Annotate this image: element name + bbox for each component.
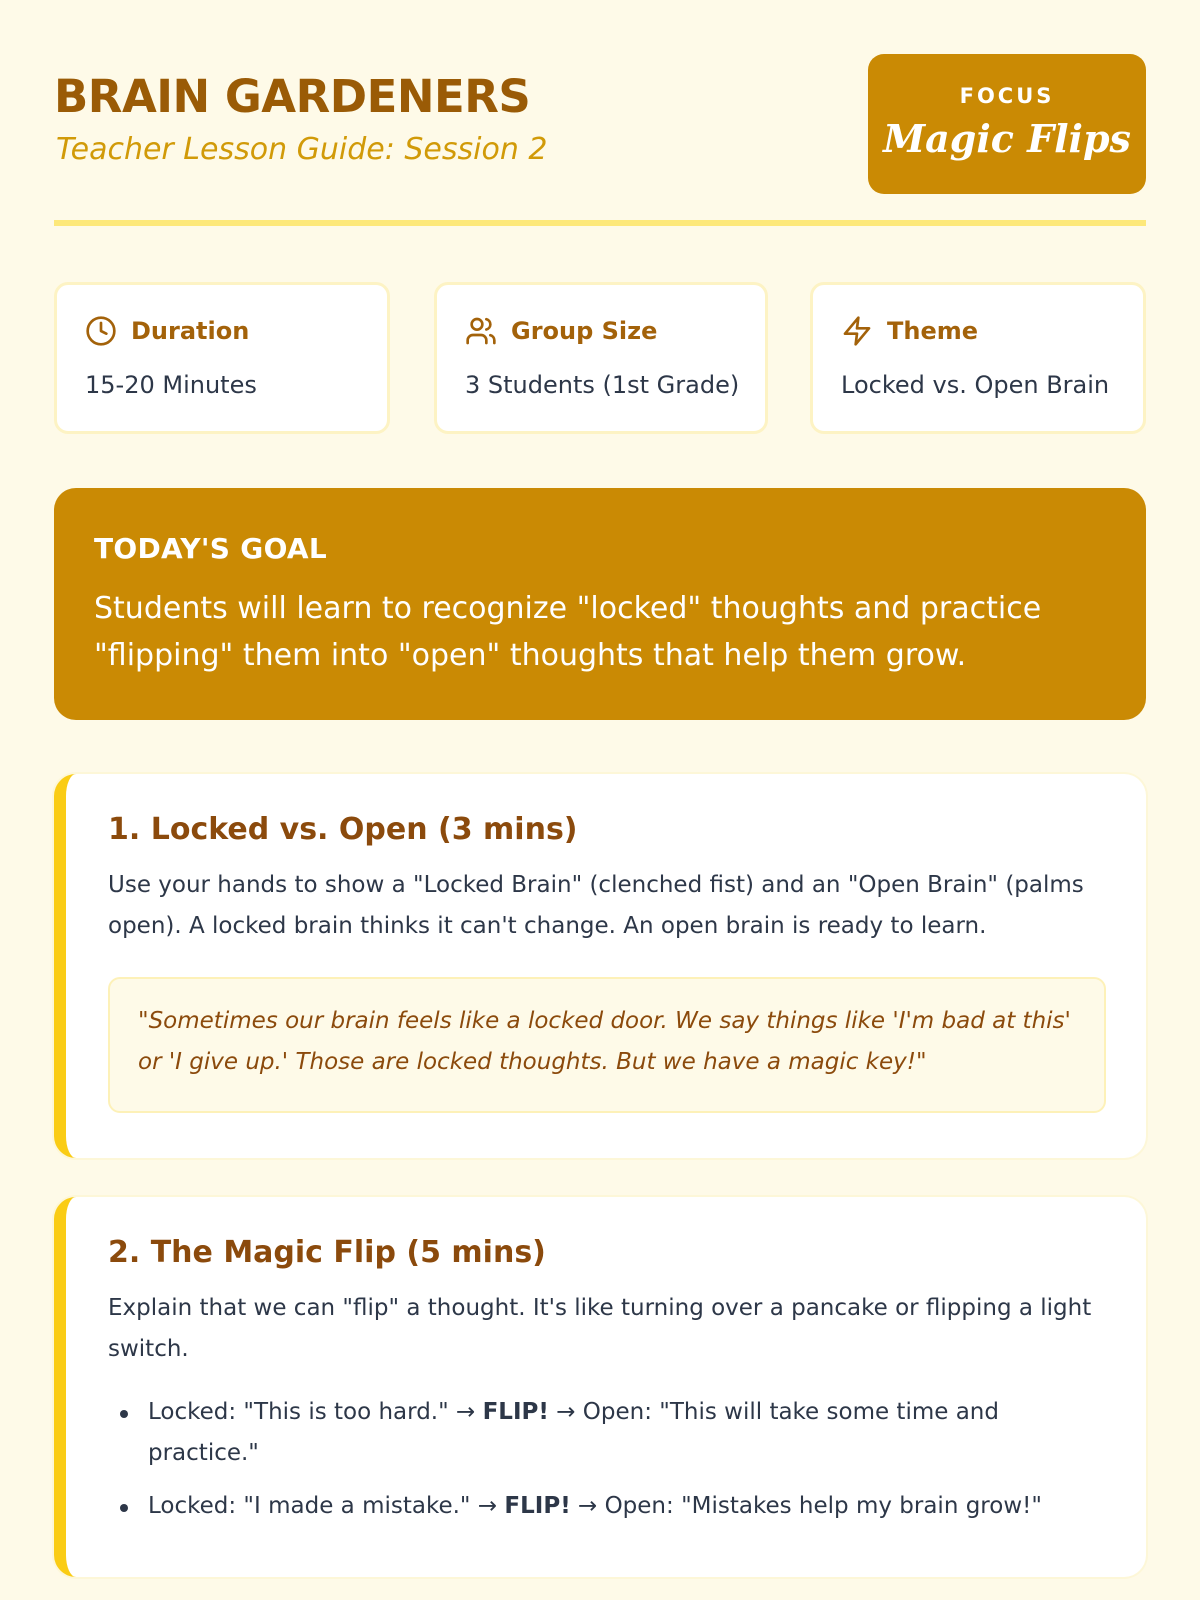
info-value: 15-20 Minutes — [85, 371, 257, 399]
script-quote-box — [108, 977, 1106, 1113]
focus-badge — [868, 54, 1146, 194]
list-item — [108, 1486, 1106, 1527]
step-title: 1. Locked vs. Open (3 mins) — [108, 812, 578, 847]
info-value: 3 Students (1st Grade) — [465, 371, 740, 399]
info-value: Locked vs. Open Brain — [841, 371, 1110, 399]
page-title: BRAIN GARDENERS — [54, 70, 531, 123]
step-card-magic-flip — [54, 1197, 1146, 1577]
step-text: Use your hands to show a "Locked Brain" (clenched fist) and an "Open Brain" (palms open). A locked brain thinks it can't change. An open brain is ready to learn. — [108, 872, 1084, 939]
goal-panel — [54, 488, 1146, 720]
focus-label: FOCUS — [959, 84, 1055, 108]
info-cards — [54, 282, 1146, 434]
info-label: Group Size — [511, 317, 658, 345]
lightning-icon — [841, 315, 873, 347]
page-subtitle: Teacher Lesson Guide: Session 2 — [56, 132, 548, 167]
locked-thought: Locked: "I made a mistake." → — [148, 1493, 498, 1519]
info-label: Duration — [131, 317, 250, 345]
info-card-group-size — [434, 282, 768, 434]
users-icon — [465, 315, 497, 347]
goal-label: TODAY'S GOAL — [94, 532, 328, 565]
header-divider — [54, 220, 1146, 226]
step-title: 2. The Magic Flip (5 mins) — [108, 1235, 546, 1270]
clock-icon — [85, 315, 117, 347]
info-label: Theme — [887, 317, 979, 345]
info-card-theme — [810, 282, 1146, 434]
open-thought: → Open: "This will take some time and practice." — [148, 1399, 999, 1466]
step-text: Explain that we can "flip" a thought. It's like turning over a pancake or flipping a light switch. — [108, 1295, 1092, 1362]
focus-value: Magic Flips — [883, 116, 1131, 161]
open-thought: → Open: "Mistakes help my brain grow!" — [578, 1493, 1042, 1519]
script-quote: "Sometimes our brain feels like a locked door. We say things like 'I'm bad at this' or 'I give up.' Those are locked thoughts. But we have a magic key!" — [138, 1008, 1071, 1075]
locked-thought: Locked: "This is too hard." → — [148, 1399, 476, 1425]
list-item — [108, 1392, 1106, 1474]
flip-examples-list — [108, 1392, 1106, 1527]
page-header — [54, 0, 1146, 226]
flip-keyword: FLIP! — [482, 1399, 549, 1425]
info-card-duration — [54, 282, 390, 434]
goal-text: Students will learn to recognize "locked" thoughts and practice "flipping" them into "open" thoughts that help them grow. — [94, 591, 1042, 673]
step-card-locked-vs-open — [54, 774, 1146, 1158]
flip-keyword: FLIP! — [504, 1493, 571, 1519]
